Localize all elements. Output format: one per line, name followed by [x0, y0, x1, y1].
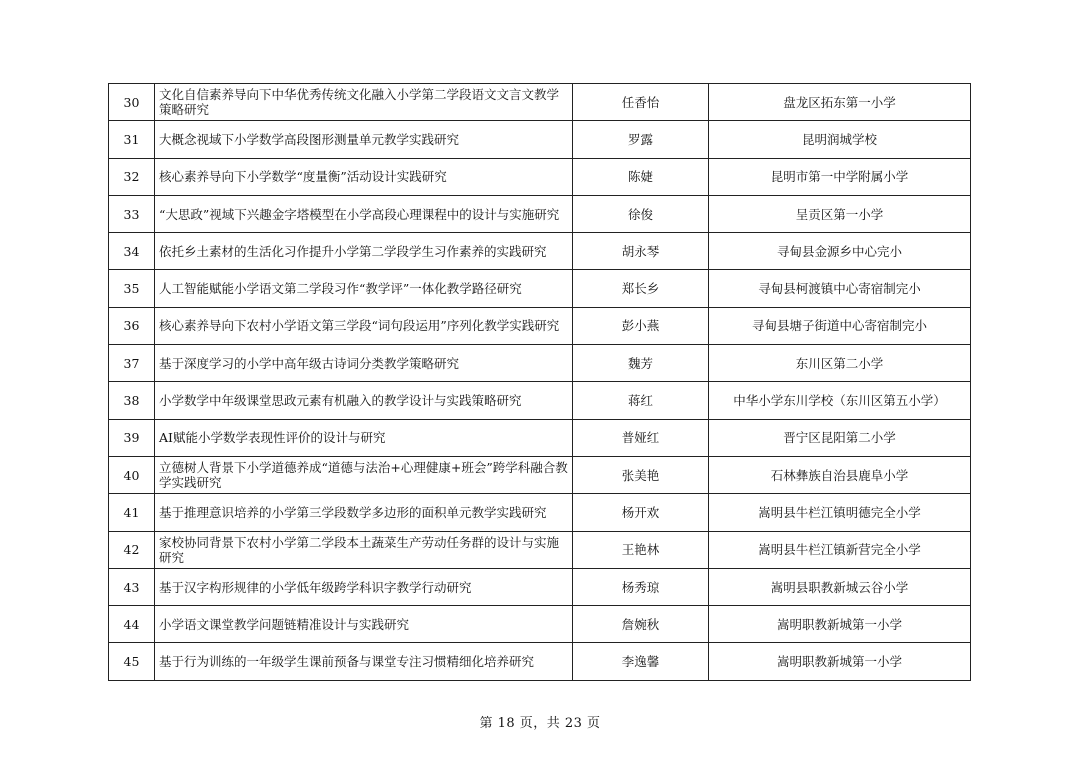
school-name: 寻甸县塘子街道中心寄宿制完小 — [709, 307, 971, 344]
school-name: 嵩明县牛栏江镇明德完全小学 — [709, 494, 971, 531]
teacher-name: 郑长乡 — [573, 270, 709, 307]
school-name: 东川区第二小学 — [709, 345, 971, 382]
page-number-footer: 第 18 页，共 23 页 — [479, 716, 601, 731]
table-row — [109, 345, 971, 382]
table-row — [109, 456, 971, 493]
table-row — [109, 419, 971, 456]
table-row — [109, 494, 971, 531]
school-name: 嵩明县牛栏江镇新营完全小学 — [709, 531, 971, 568]
teacher-name: 彭小燕 — [573, 307, 709, 344]
project-title: 基于深度学习的小学中高年级古诗词分类教学策略研究 — [155, 345, 573, 382]
table-row — [109, 307, 971, 344]
row-number: 31 — [109, 121, 155, 158]
teacher-name: 魏芳 — [573, 345, 709, 382]
project-title: 小学语文课堂教学问题链精准设计与实践研究 — [155, 606, 573, 643]
teacher-name: 李逸馨 — [573, 643, 709, 680]
row-number: 41 — [109, 494, 155, 531]
school-name: 昆明润城学校 — [709, 121, 971, 158]
school-name: 晋宁区昆阳第二小学 — [709, 419, 971, 456]
project-title: 家校协同背景下农村小学第二学段本土蔬菜生产劳动任务群的设计与实施研究 — [155, 531, 573, 568]
table-row — [109, 270, 971, 307]
project-title: 立德树人背景下小学道德养成“道德与法治+心理健康+班会”跨学科融合教学实践研究 — [155, 456, 573, 493]
teacher-name: 任香怡 — [573, 84, 709, 121]
teacher-name: 罗露 — [573, 121, 709, 158]
project-title: 文化自信素养导向下中华优秀传统文化融入小学第二学段语文文言文教学策略研究 — [155, 84, 573, 121]
table-row — [109, 195, 971, 232]
project-title: 基于推理意识培养的小学第三学段数学多边形的面积单元教学实践研究 — [155, 494, 573, 531]
school-name: 盘龙区拓东第一小学 — [709, 84, 971, 121]
project-title: 人工智能赋能小学语文第二学段习作“教学评”一体化教学路径研究 — [155, 270, 573, 307]
school-name: 嵩明职教新城第一小学 — [709, 643, 971, 680]
project-title: “大思政”视域下兴趣金字塔模型在小学高段心理课程中的设计与实施研究 — [155, 195, 573, 232]
row-number: 33 — [109, 195, 155, 232]
row-number: 43 — [109, 568, 155, 605]
project-title: 小学数学中年级课堂思政元素有机融入的教学设计与实践策略研究 — [155, 382, 573, 419]
school-name: 昆明市第一中学附属小学 — [709, 158, 971, 195]
school-name: 嵩明职教新城第一小学 — [709, 606, 971, 643]
table-row — [109, 382, 971, 419]
teacher-name: 胡永琴 — [573, 233, 709, 270]
table-row — [109, 531, 971, 568]
teacher-name: 詹婉秋 — [573, 606, 709, 643]
school-name: 嵩明县职教新城云谷小学 — [709, 568, 971, 605]
project-title: 基于汉字构形规律的小学低年级跨学科识字教学行动研究 — [155, 568, 573, 605]
table-row — [109, 568, 971, 605]
teacher-name: 徐俊 — [573, 195, 709, 232]
project-title: 依托乡土素材的生活化习作提升小学第二学段学生习作素养的实践研究 — [155, 233, 573, 270]
row-number: 44 — [109, 606, 155, 643]
table-row — [109, 84, 971, 121]
table-row — [109, 643, 971, 680]
project-title: 基于行为训练的一年级学生课前预备与课堂专注习惯精细化培养研究 — [155, 643, 573, 680]
school-name: 中华小学东川学校（东川区第五小学） — [709, 382, 971, 419]
teacher-name: 蒋红 — [573, 382, 709, 419]
school-name: 呈贡区第一小学 — [709, 195, 971, 232]
row-number: 32 — [109, 158, 155, 195]
row-number: 42 — [109, 531, 155, 568]
school-name: 寻甸县金源乡中心完小 — [709, 233, 971, 270]
project-title: AI赋能小学数学表现性评价的设计与研究 — [155, 419, 573, 456]
project-title: 核心素养导向下农村小学语文第三学段“词句段运用”序列化教学实践研究 — [155, 307, 573, 344]
teacher-name: 张美艳 — [573, 456, 709, 493]
teacher-name: 杨开欢 — [573, 494, 709, 531]
row-number: 37 — [109, 345, 155, 382]
row-number: 30 — [109, 84, 155, 121]
row-number: 38 — [109, 382, 155, 419]
project-title: 核心素养导向下小学数学“度量衡”活动设计实践研究 — [155, 158, 573, 195]
project-list-table — [108, 83, 971, 681]
row-number: 34 — [109, 233, 155, 270]
row-number: 36 — [109, 307, 155, 344]
row-number: 40 — [109, 456, 155, 493]
school-name: 寻甸县柯渡镇中心寄宿制完小 — [709, 270, 971, 307]
table-row — [109, 233, 971, 270]
teacher-name: 普娅红 — [573, 419, 709, 456]
teacher-name: 杨秀琼 — [573, 568, 709, 605]
project-title: 大概念视域下小学数学高段图形测量单元教学实践研究 — [155, 121, 573, 158]
table-row — [109, 158, 971, 195]
teacher-name: 王艳林 — [573, 531, 709, 568]
row-number: 35 — [109, 270, 155, 307]
row-number: 39 — [109, 419, 155, 456]
table-row — [109, 121, 971, 158]
table-row — [109, 606, 971, 643]
teacher-name: 陈婕 — [573, 158, 709, 195]
row-number: 45 — [109, 643, 155, 680]
school-name: 石林彝族自治县鹿阜小学 — [709, 456, 971, 493]
